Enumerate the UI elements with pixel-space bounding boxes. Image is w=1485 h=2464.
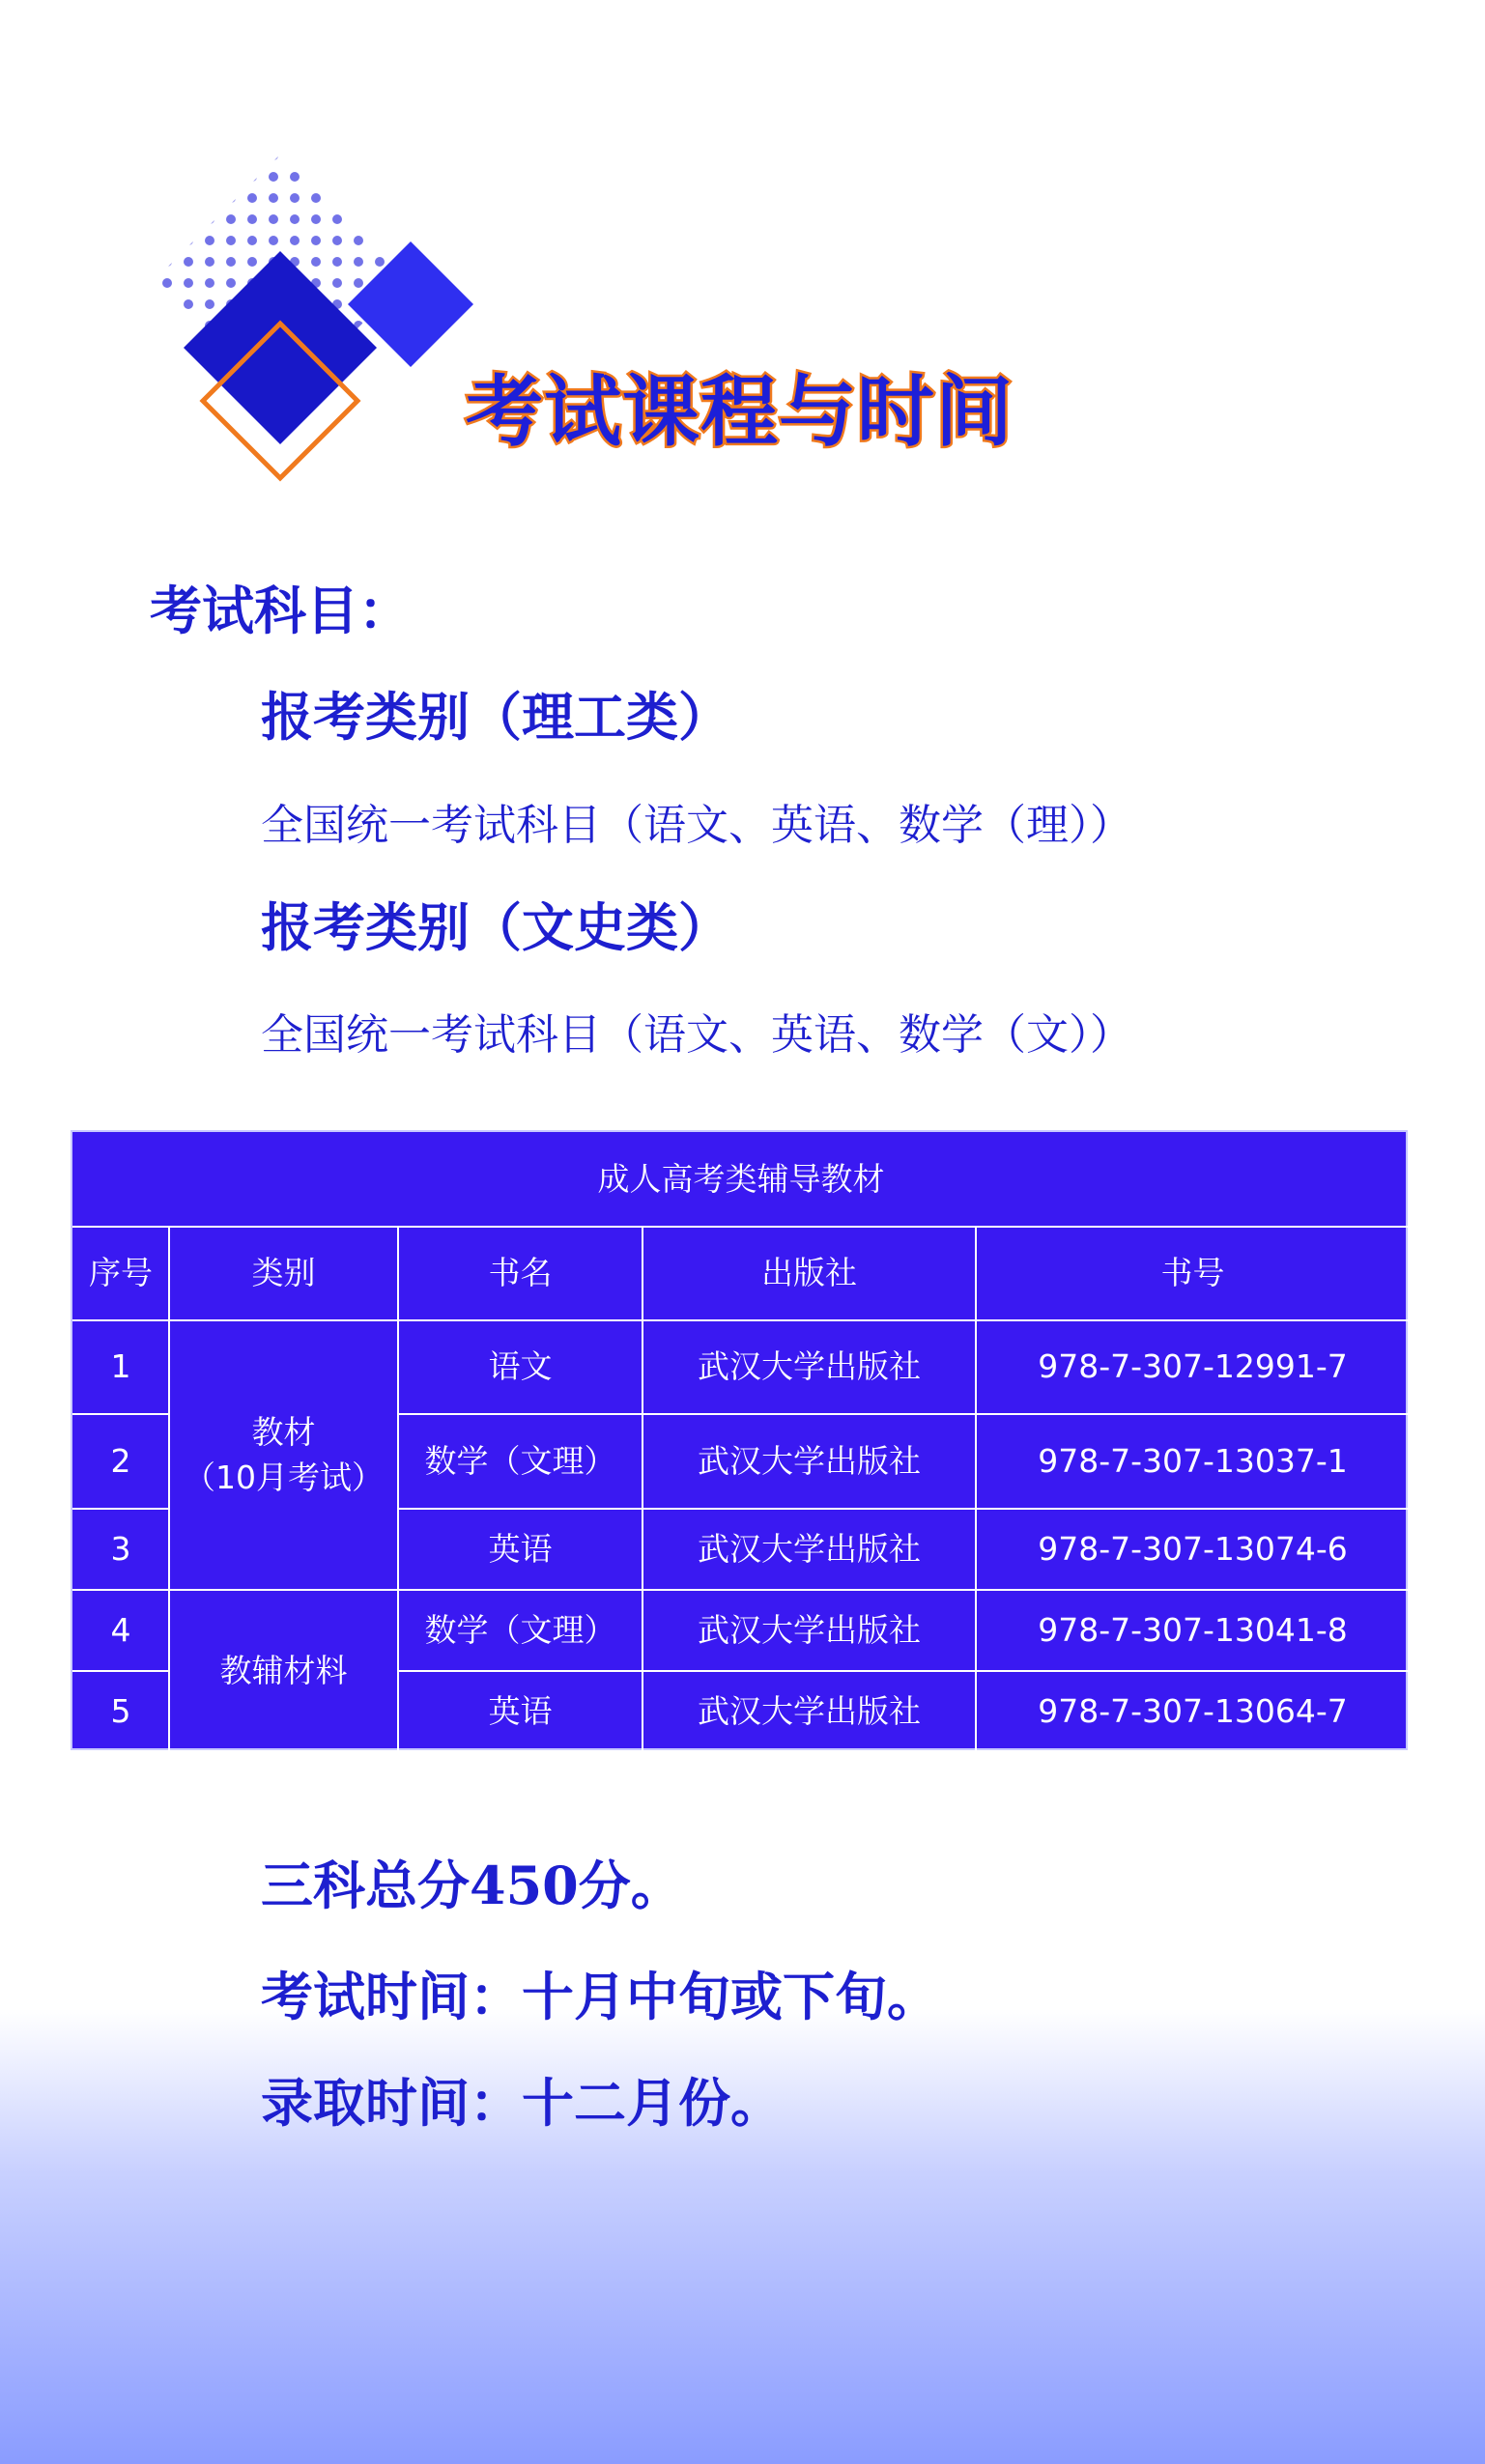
header-category: 类别 — [251, 1254, 316, 1292]
row-5-title: 英语 — [488, 1691, 553, 1730]
header-no: 序号 — [89, 1254, 153, 1292]
row-3-no: 3 — [110, 1529, 131, 1568]
row-2-isbn: 978-7-307-13037-1 — [1038, 1441, 1348, 1480]
row-2-title: 数学（文理） — [424, 1441, 616, 1480]
row-5-publisher: 武汉大学出版社 — [698, 1691, 921, 1730]
row-3-title: 英语 — [488, 1529, 553, 1568]
row-4-no: 4 — [110, 1610, 131, 1649]
textbook-table — [71, 1130, 1408, 1750]
row-1-publisher: 武汉大学出版社 — [698, 1347, 921, 1386]
subjects-label: 考试科目： — [150, 580, 411, 641]
row-4-isbn: 978-7-307-13041-8 — [1038, 1610, 1348, 1649]
row-5-isbn: 978-7-307-13064-7 — [1038, 1691, 1348, 1730]
category-science-heading: 报考类别（理工类） — [261, 686, 730, 748]
total-score-text: 三科总分450分。 — [261, 1855, 683, 1916]
row-1-isbn: 978-7-307-12991-7 — [1038, 1347, 1348, 1386]
science-subjects-text: 全国统一考试科目（语文、英语、数学（理）） — [261, 801, 1132, 850]
header-publisher: 出版社 — [761, 1254, 857, 1292]
header-title: 书名 — [488, 1254, 553, 1292]
group-supplementary: 教辅材料 — [219, 1651, 348, 1689]
exam-time-text: 考试时间：十月中旬或下旬。 — [261, 1966, 939, 2027]
row-5-no: 5 — [110, 1691, 131, 1730]
table-caption: 成人高考类辅导教材 — [597, 1159, 885, 1198]
row-4-title: 数学（文理） — [424, 1610, 616, 1649]
category-arts-heading: 报考类别（文史类） — [261, 896, 730, 958]
arts-subjects-text: 全国统一考试科目（语文、英语、数学（文）） — [261, 1010, 1132, 1060]
group-textbook: 教材 （10月考试） — [184, 1413, 384, 1496]
row-1-no: 1 — [110, 1347, 131, 1386]
row-2-no: 2 — [110, 1441, 131, 1480]
row-4-publisher: 武汉大学出版社 — [698, 1610, 921, 1649]
row-1-title: 语文 — [488, 1347, 553, 1386]
header-isbn: 书号 — [1160, 1254, 1225, 1292]
row-3-publisher: 武汉大学出版社 — [698, 1529, 921, 1568]
admission-time-text: 录取时间：十二月份。 — [261, 2072, 783, 2134]
row-3-isbn: 978-7-307-13074-6 — [1038, 1529, 1348, 1568]
diamond-decoration-icon — [135, 145, 483, 493]
row-2-publisher: 武汉大学出版社 — [698, 1441, 921, 1480]
page-title: 考试课程与时间 — [466, 367, 1014, 457]
